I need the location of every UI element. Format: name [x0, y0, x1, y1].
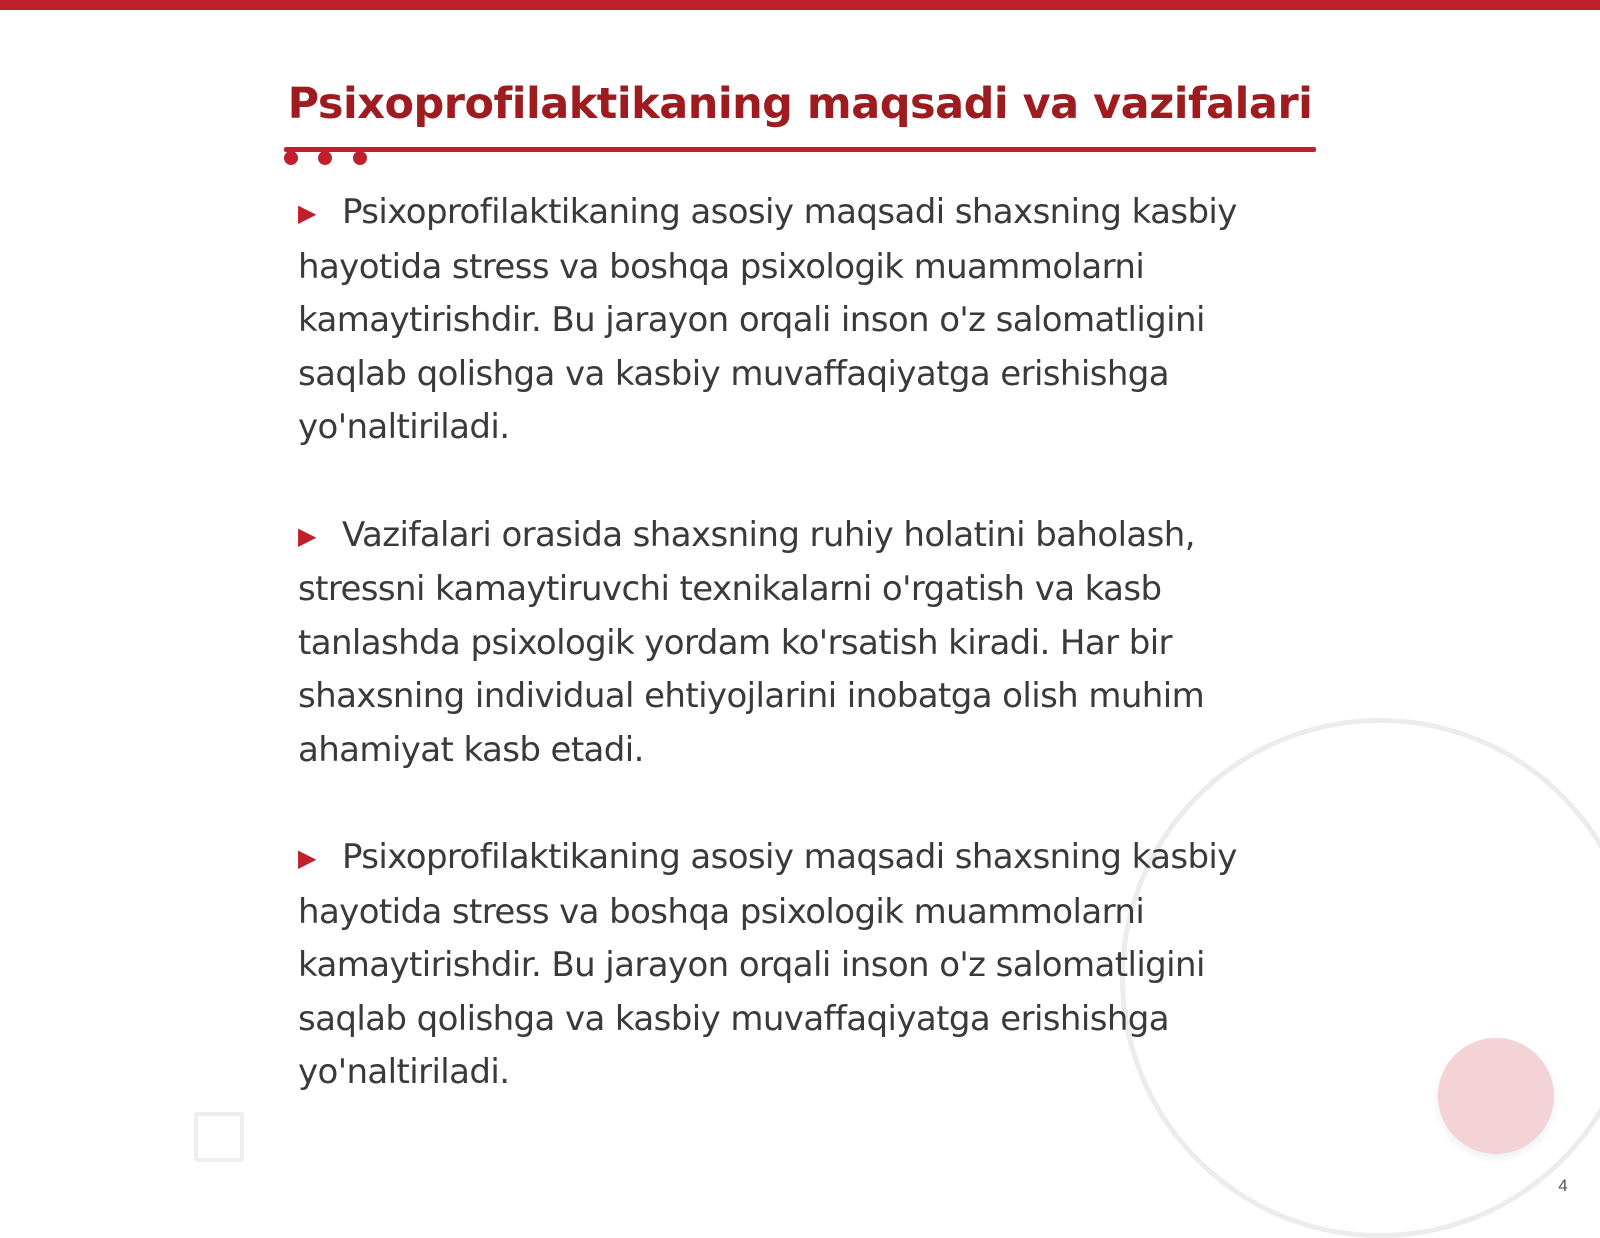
- triangle-right-icon: ▶: [298, 199, 316, 227]
- decor-dot-1: [284, 151, 298, 165]
- decor-pink-circle: [1438, 1038, 1554, 1154]
- bullet-list: [298, 186, 1308, 1154]
- bullet-text: Vazifalari orasida shaxsning ruhiy holatini baholash, stressni kamaytiruvchi texnikalarni o'rgatish va kasb tanlashda psixologik yordam ko'rsatish kiradi. Har bir shaxsning individual ehtiyojlarini inobatga olish muhim ahamiyat kasb etadi.: [298, 514, 1205, 770]
- decor-dot-2: [318, 151, 332, 165]
- decor-square: [194, 1112, 244, 1162]
- top-accent-bar: [0, 0, 1600, 10]
- triangle-right-icon: ▶: [298, 521, 316, 550]
- bullet-item: [298, 186, 1308, 455]
- title-underline: [284, 147, 1316, 152]
- page-number: 4: [1558, 1176, 1568, 1195]
- bullet-item: [298, 509, 1308, 778]
- bullet-text: Psixoprofilaktikaning asosiy maqsadi shaxsning kasbiy hayotida stress va boshqa psixologik muammolarni kamaytirishdir. Bu jarayon orqali inson o'z salomatligini saqlab qolishga va kasbiy muvaffaqiyatga erishishga yo'naltiriladi.: [298, 837, 1237, 1092]
- slide-title: Psixoprofilaktikaning maqsadi va vazifalari: [287, 79, 1313, 129]
- bullet-text: Psixoprofilaktikaning asosiy maqsadi shaxsning kasbiy hayotida stress va boshqa psixologik muammolarni kamaytirishdir. Bu jarayon orqali inson o'z salomatligini saqlab qolishga va kasbiy muvaffaqiyatga erishishga yo'naltiriladi.: [298, 192, 1237, 447]
- bullet-item: [298, 831, 1308, 1100]
- triangle-right-icon: ▶: [298, 844, 316, 872]
- decor-dot-3: [353, 151, 367, 165]
